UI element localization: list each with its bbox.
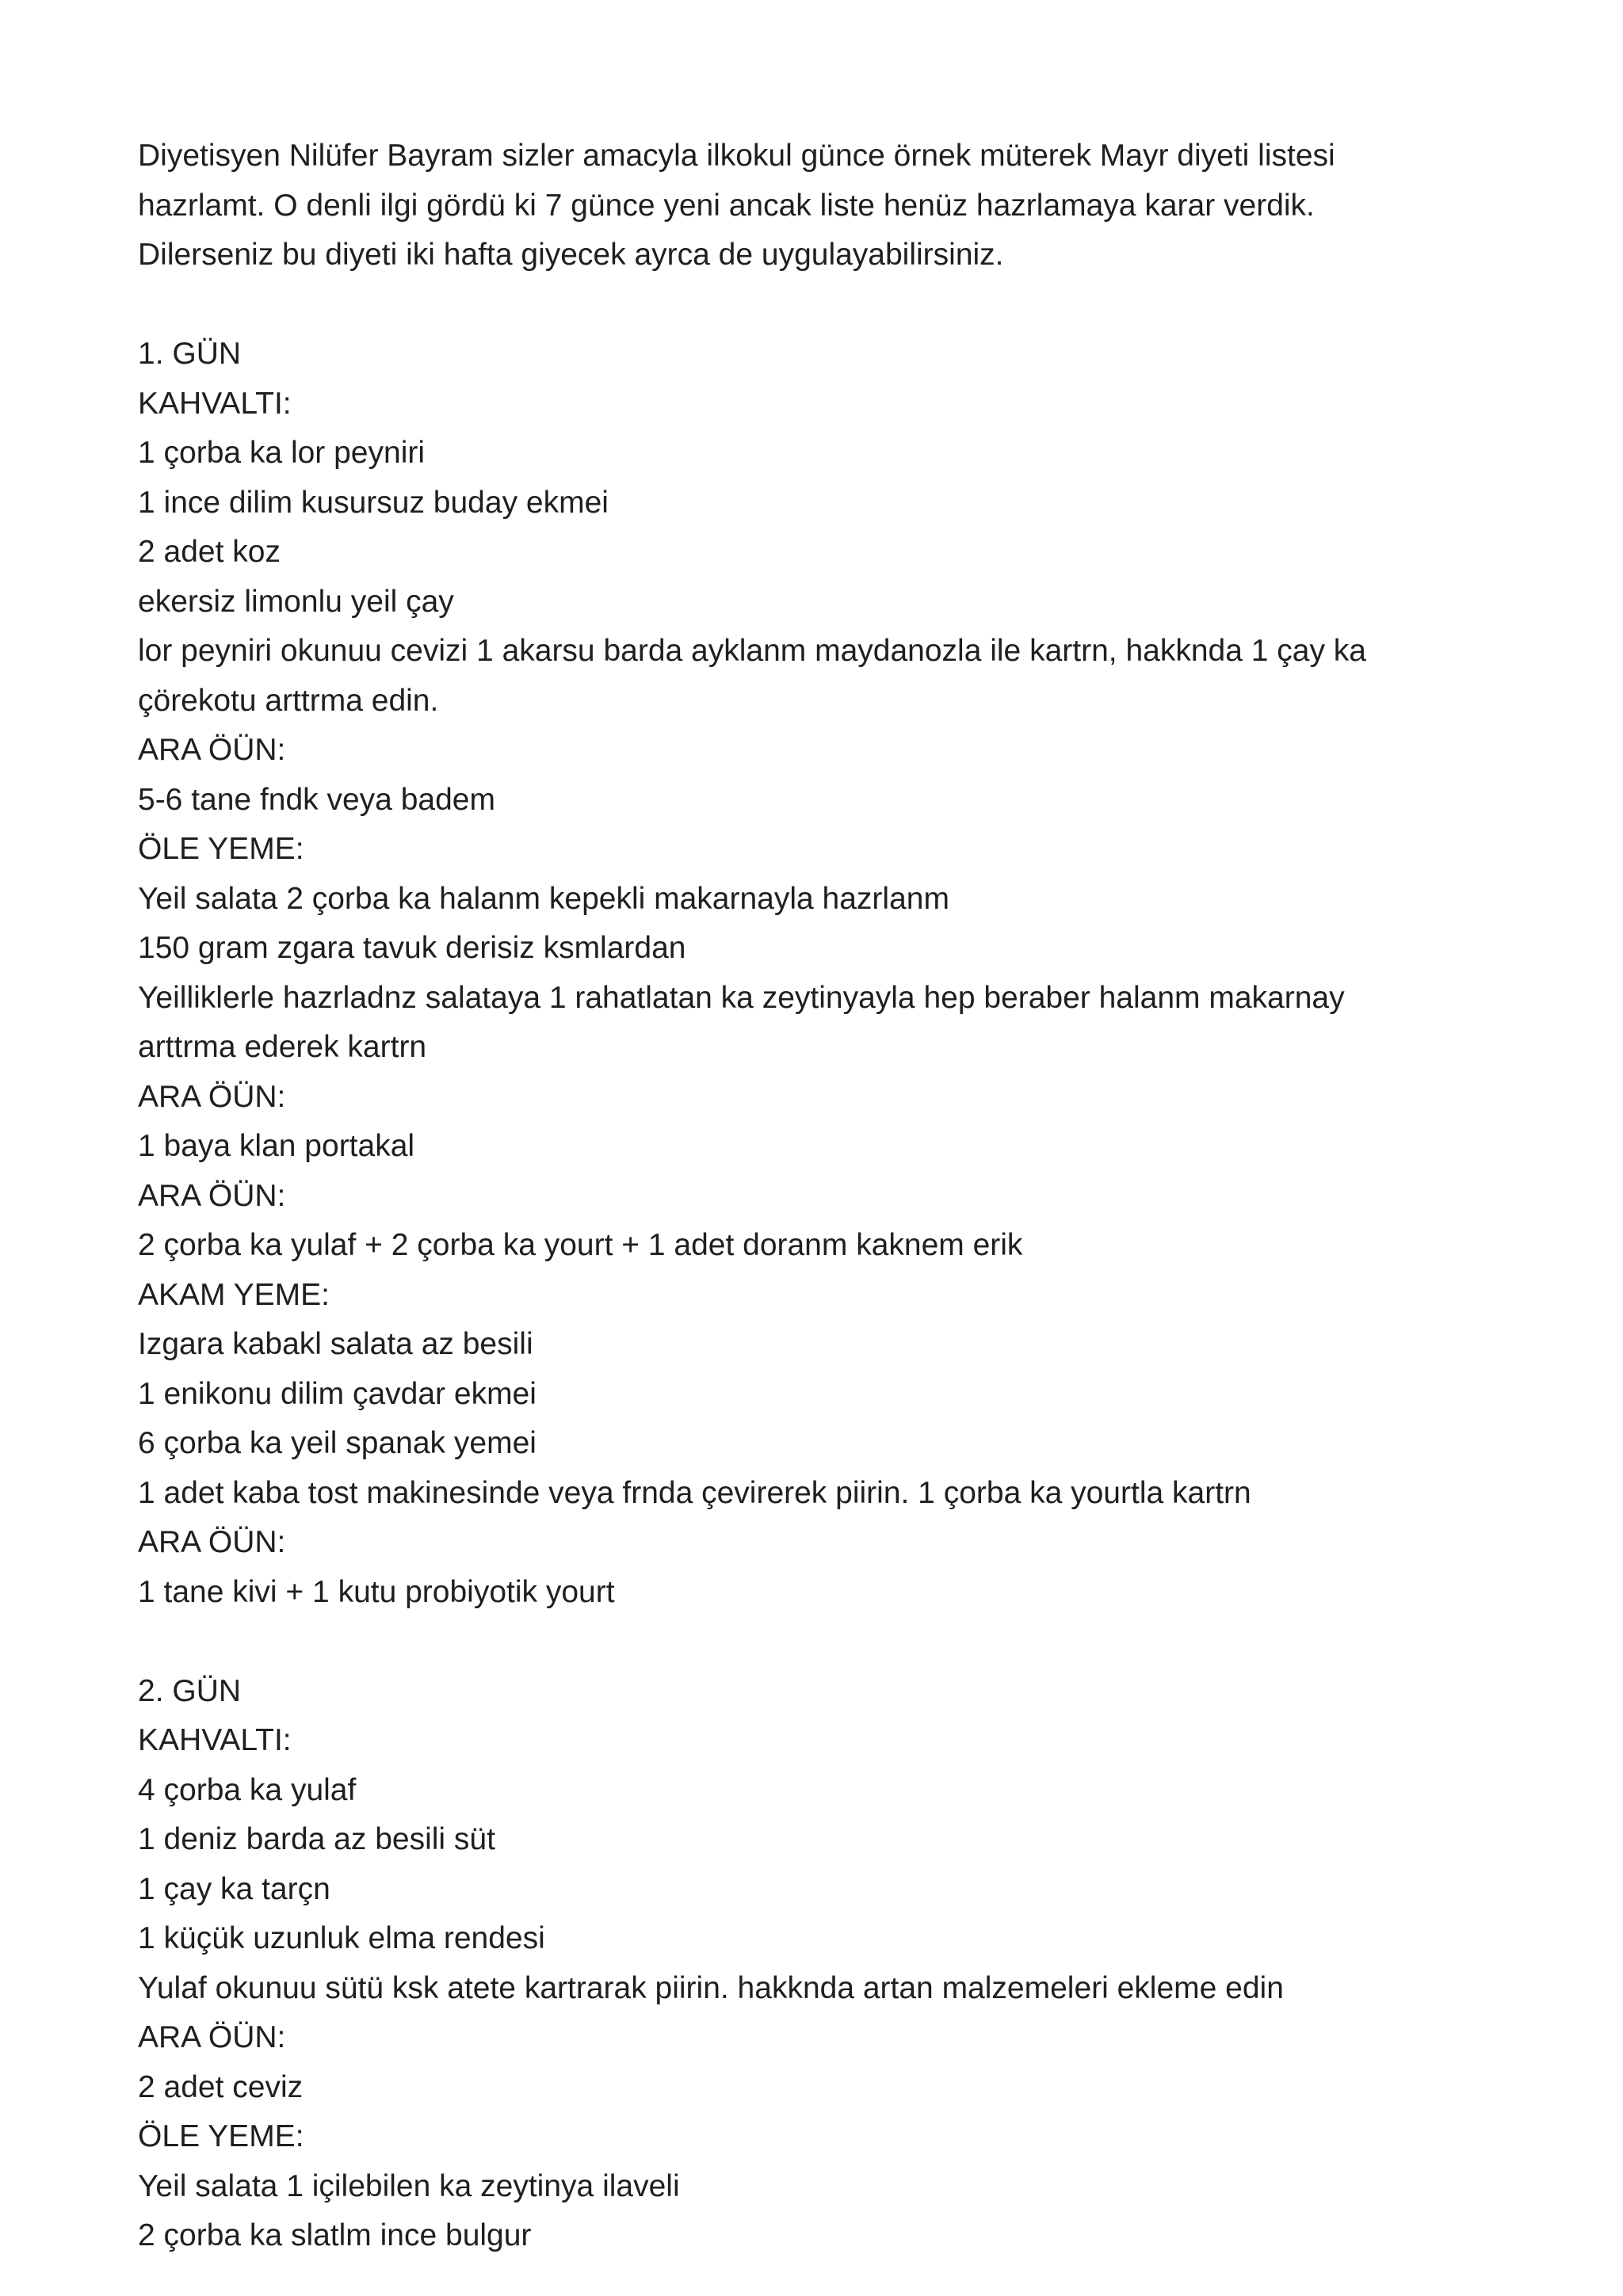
text-line: 4 çorba ka yulaf — [138, 1772, 357, 1807]
text-line: Yeil salata 2 çorba ka halanm kepekli makarnayla hazrlanm — [138, 881, 949, 916]
meal-heading: ÖLE YEME: — [138, 2119, 304, 2153]
meal-heading: ARA ÖÜN: — [138, 1178, 286, 1213]
text-line: 1 çay ka tarçn — [138, 1871, 330, 1906]
meal-heading: AKAM YEME: — [138, 1277, 330, 1312]
text-line: 2 çorba ka slatlm ince bulgur — [138, 2218, 532, 2252]
text-line: 2 adet ceviz — [138, 2069, 304, 2104]
text-line: Diyetisyen Nilüfer Bayram sizler amacyla ilkokul günce örnek müterek Mayr diyeti listesi — [138, 139, 1335, 173]
text-line: 150 gram zgara tavuk derisiz ksmlardan — [138, 931, 686, 965]
blank-line — [138, 280, 1501, 330]
text-line: 2 çorba ka yulaf + 2 çorba ka yourt + 1 adet doranm kaknem erik — [138, 1228, 1023, 1262]
day-heading: 2. GÜN — [138, 1673, 242, 1708]
text-line: arttrma ederek kartrn — [138, 1030, 427, 1064]
text-line: 2 adet koz — [138, 535, 281, 569]
text-line: hazrlamt. O denli ilgi gördü ki 7 günce yeni ancak liste henüz hazrlamaya karar verdik. — [138, 188, 1315, 223]
text-line: Dilerseniz bu diyeti iki hafta giyecek ayrca de uygulayabilirsiniz. — [138, 238, 1004, 272]
day-2-section — [138, 1667, 1501, 2261]
meal-heading: ARA ÖÜN: — [138, 733, 286, 767]
meal-heading: ARA ÖÜN: — [138, 1525, 286, 1559]
text-line: lor peyniri okunuu cevizi 1 akarsu barda ayklanm maydanozla ile kartrn, hakknda 1 çay ka — [138, 634, 1366, 668]
text-line: 1 enikonu dilim çavdar ekmei — [138, 1376, 537, 1411]
text-line: ekersiz limonlu yeil çay — [138, 584, 454, 619]
text-line: 1 ince dilim kusursuz buday ekmei — [138, 485, 609, 520]
blank-line — [138, 1617, 1501, 1667]
text-line: 1 çorba ka lor peyniri — [138, 436, 426, 470]
meal-heading: ÖLE YEME: — [138, 832, 304, 866]
meal-heading: ARA ÖÜN: — [138, 2020, 286, 2054]
text-line: 1 adet kaba tost makinesinde veya frnda çevirerek piirin. 1 çorba ka yourtla kartrn — [138, 1475, 1251, 1510]
day-heading: 1. GÜN — [138, 337, 242, 371]
intro-paragraph — [138, 132, 1501, 280]
text-line: çörekotu arttrma edin. — [138, 683, 439, 718]
text-line: Yeilliklerle hazrladnz salataya 1 rahatlatan ka zeytinyayla hep beraber halanm makarnay — [138, 980, 1345, 1015]
meal-heading: KAHVALTI: — [138, 386, 292, 421]
document-body — [138, 132, 1501, 2261]
text-line: Izgara kabakl salata az besili — [138, 1327, 533, 1361]
meal-heading: ARA ÖÜN: — [138, 1079, 286, 1114]
text-line: Yulaf okunuu sütü ksk atete kartrarak piirin. hakknda artan malzemeleri ekleme edin — [138, 1970, 1284, 2005]
text-line: 5-6 tane fndk veya badem — [138, 782, 495, 817]
text-line: 1 deniz barda az besili süt — [138, 1822, 495, 1856]
text-line: 6 çorba ka yeil spanak yemei — [138, 1426, 537, 1460]
text-line: 1 baya klan portakal — [138, 1129, 415, 1163]
text-line: Yeil salata 1 içilebilen ka zeytinya ilaveli — [138, 2168, 680, 2203]
text-line: 1 tane kivi + 1 kutu probiyotik yourt — [138, 1574, 615, 1609]
text-line: 1 küçük uzunluk elma rendesi — [138, 1921, 545, 1955]
meal-heading: KAHVALTI: — [138, 1723, 292, 1757]
day-1-section — [138, 330, 1501, 1617]
